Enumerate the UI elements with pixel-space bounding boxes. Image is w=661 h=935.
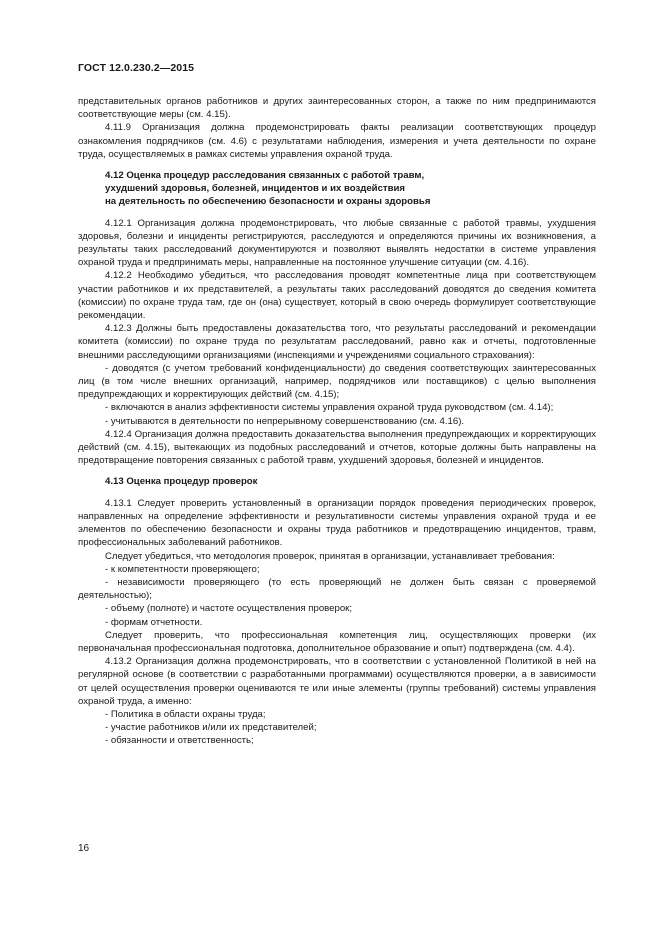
list-item: - доводятся (с учетом требований конфиденциальности) до сведения соответствующих заинтересованных лиц (в том числе внешних организаций, например, подрядчиков или поставщиков) с целью выполнения предупреждающих и корректирующих действий (см. 4.15);: [78, 362, 596, 401]
list-item: - формам отчетности.: [105, 616, 203, 628]
paragraph-4-13-2: 4.13.2 Организация должна продемонстрировать, что в соответствии с установленной Политикой в ней на регулярной основе (в соответствии с разработанными программами) осуществляются проверки, а в зависимости от целей осуществления проверки оцениваются те или иные элементы (группы требований) системы управления охраной труда, а именно:: [78, 656, 596, 707]
paragraph-4-13-1: 4.13.1 Следует проверить установленный в организации порядок проведения периодических проверок, направленных на определение эффективности и результативности системы управления охраной труда и ее элементов по обеспечению безопасности и охраны труда работников и предотвращению инцидентов, травм, профессиональных заболеваний работников.: [78, 497, 596, 549]
list-item: - к компетентности проверяющего;: [105, 563, 260, 575]
page-number: 16: [78, 843, 90, 854]
paragraph-4-12-2: 4.12.2 Необходимо убедиться, что расследования проводят компетентные лица при соответствующем участии работников и их представителей, а результаты таких расследований доводятся до сведения комитета (комиссии) по охране труда там, где он (она) существует, который в свою очередь формулирует соответствующие рекомендации.: [78, 270, 596, 322]
heading-line: ухудшений здоровья, болезней, инцидентов и их воздействия: [105, 183, 406, 195]
page-header: ГОСТ 12.0.230.2—2015: [78, 62, 195, 74]
paragraph-4-11-9: 4.11.9 Организация должна продемонстрировать факты реализации соответствующих процедур ознакомления подрядчиков (см. 4.6) с результатами наблюдения, измерения и учета деятельности по охране труда, осуществляемых в рамках системы управления охраной труда.: [78, 122, 596, 160]
section-heading-4-13: 4.13 Оценка процедур проверок: [105, 476, 258, 488]
paragraph: представительных органов работников и других заинтересованных сторон, а также по ним предпринимаются соответствующие меры (см. 4.15).: [78, 96, 596, 121]
paragraph-4-12-1: 4.12.1 Организация должна продемонстрировать, что любые связанные с работой травмы, ухудшения здоровья, болезни и инциденты регистрируются, расследуются и определяются причины их возникновения, а результаты таких расследований документируются и позволяют выявлять недостатки в системе управления охраной труда и предпринимать меры, направленные на постоянное улучшение ситуации (см. 4.16).: [78, 217, 596, 269]
list-item: - Политика в области охраны труда;: [105, 708, 266, 720]
heading-line: на деятельность по обеспечению безопасности и охраны здоровья: [105, 196, 431, 208]
list-item: - объему (полноте) и частоте осуществления проверок;: [105, 603, 353, 615]
section-heading-4-12: [78, 169, 596, 209]
paragraph-4-12-3: 4.12.3 Должны быть предоставлены доказательства того, что результаты расследований и рекомендации комитета (комиссии) по охране труда по результатам расследований, равно как и отчеты, подготовленные внешними расследующими организациями (инспекциями и учреждениями социального страхования):: [78, 323, 596, 361]
list-item: - участие работников и/или их представителей;: [105, 722, 317, 734]
paragraph-4-12-4: 4.12.4 Организация должна предоставить доказательства выполнения предупреждающих и корректирующих действий (см. 4.15), вытекающих из подобных расследований и отчетов, которые должны быть направлены на предотвращение повторения связанных с работой травм, ухудшений здоровья, болезней и инцидентов.: [78, 428, 596, 467]
heading-line: 4.12 Оценка процедур расследования связанных с работой травм,: [105, 170, 425, 182]
list-item: - обязанности и ответственность;: [105, 735, 254, 747]
list-item: - включаются в анализ эффективности системы управления охраной труда руководством (см. 4.14);: [105, 402, 554, 414]
list-item: - учитываются в деятельности по непрерывному совершенствованию (см. 4.16).: [105, 415, 465, 427]
paragraph: Следует убедиться, что методология проверок, принятая в организации, устанавливает требования:: [105, 550, 555, 562]
document-body: [78, 95, 596, 748]
paragraph: Следует проверить, что профессиональная компетенция лиц, осуществляющих проверки (их первоначальная профессиональная подготовка, дополнительное образование и опыт) подтверждена (см. 4.4).: [78, 629, 596, 654]
list-item: - независимости проверяющего (то есть проверяющий не должен быть связан с проверяемой деятельностью);: [78, 576, 596, 602]
